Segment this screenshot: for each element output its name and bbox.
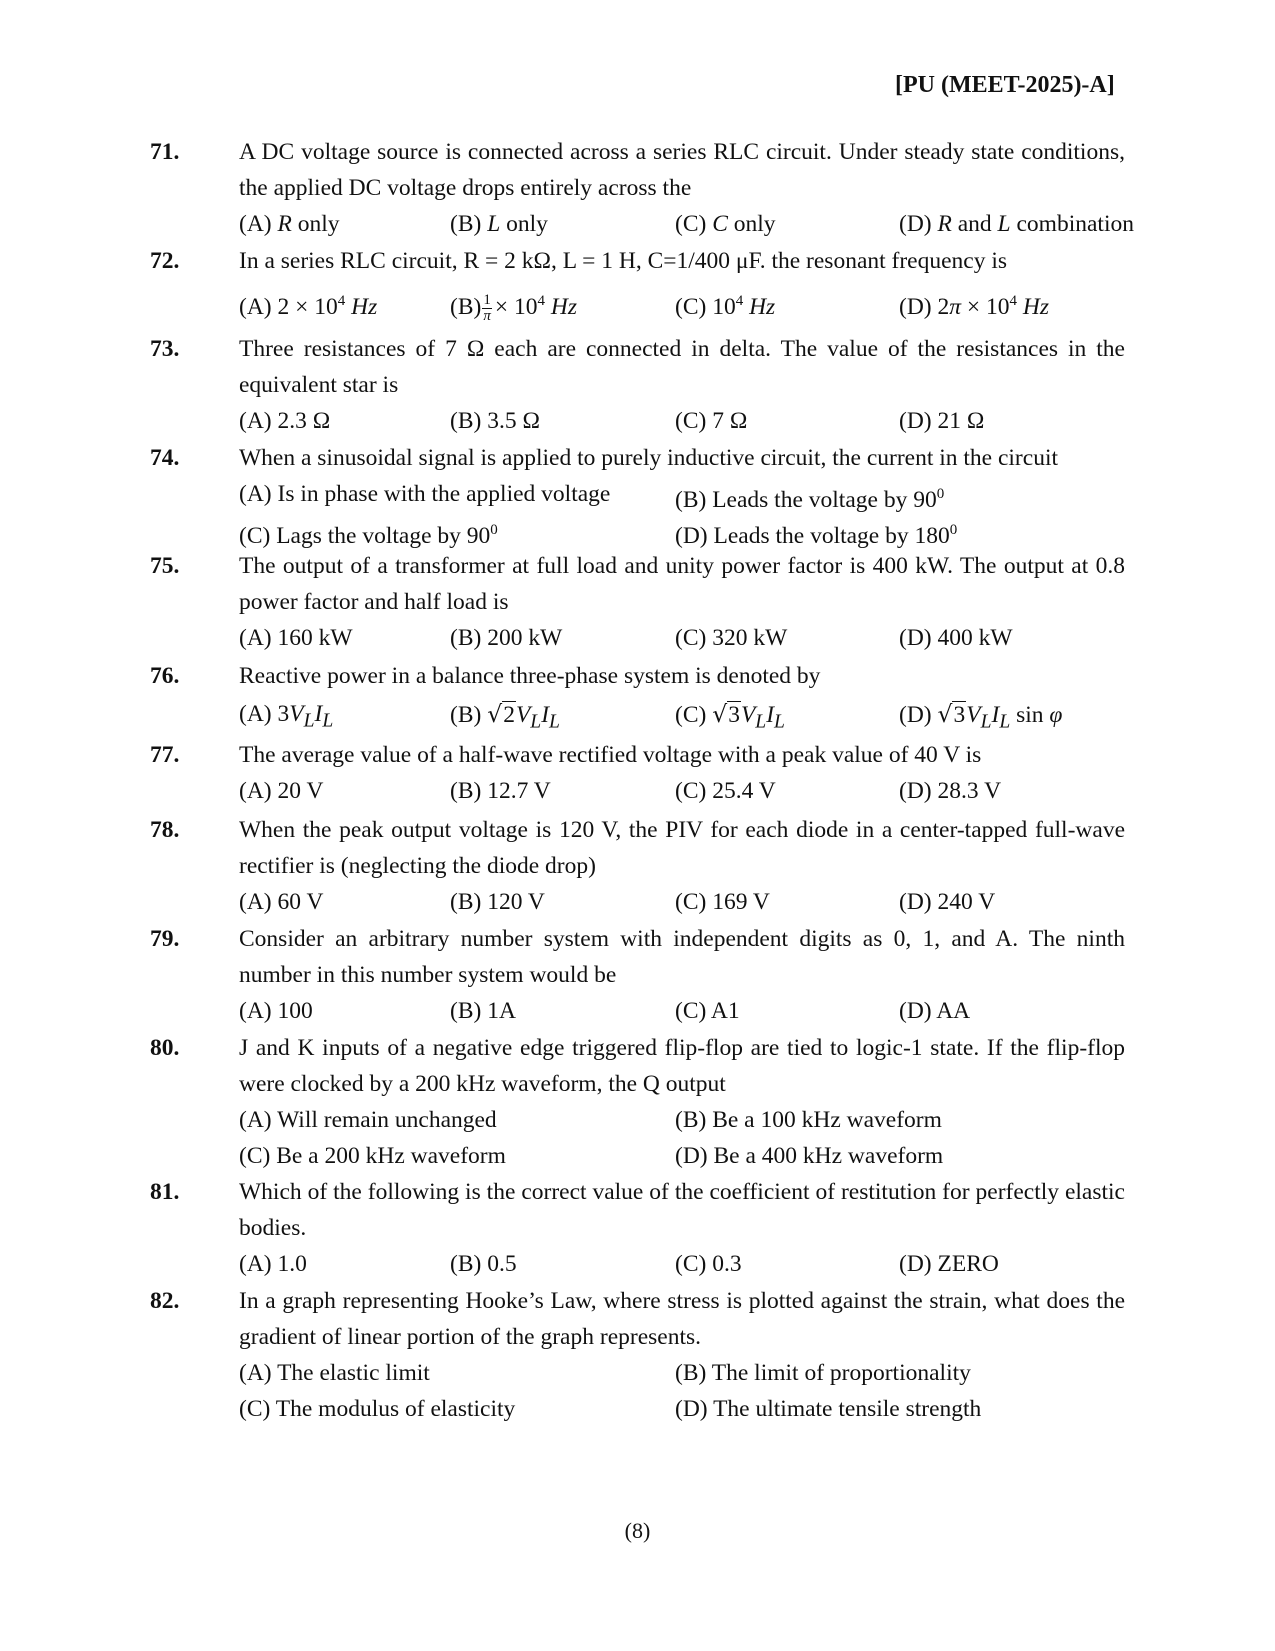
question-text: The output of a transformer at full load and unity power factor is 400 kW. The output at 0.8 power factor and half load is	[239, 553, 1125, 615]
option-b: (B) $√2V_LI_L$	[450, 700, 560, 733]
option-a: (A) 100	[239, 998, 313, 1024]
option-d: (D) AA	[899, 998, 971, 1024]
fraction-one-over-pi: $\frac{1}{\pi}$	[483, 292, 491, 325]
option-d: (D) 240 V	[899, 889, 996, 915]
option-d: (D) Leads the voltage by $180^0$	[675, 522, 958, 549]
option-a: (A) 1.0	[239, 1251, 307, 1277]
paper-code: [PU (MEET-2025)-A]	[895, 72, 1115, 98]
question-text: The average value of a half-wave rectified voltage with a peak value of 40 V is	[239, 742, 982, 768]
option-d: (D) $2\pi \times 10^4$ Hz	[899, 293, 1050, 320]
option-d: (D) 400 kW	[899, 625, 1013, 651]
option-a: (A) The elastic limit	[239, 1360, 430, 1386]
option-b: (B) 12.7 V	[450, 778, 551, 804]
option-d: (D) 21 Ω	[899, 408, 985, 434]
question-number: 78.	[150, 817, 180, 843]
option-a: (A) $2 \times 10^4$ Hz	[239, 293, 378, 320]
option-c: (C) 169 V	[675, 889, 770, 915]
question-number: 74.	[150, 445, 180, 471]
option-d: (D) R and L combination	[899, 211, 1134, 237]
option-c: (C) 320 kW	[675, 625, 788, 651]
option-d: (D) 28.3 V	[899, 778, 1002, 804]
question-number: 81.	[150, 1179, 180, 1205]
option-b: (B) Leads the voltage by $90^0$	[675, 486, 945, 513]
page-number: (8)	[624, 1518, 651, 1543]
question-text: Consider an arbitrary number system with independent digits as 0, 1, and A. The ninth number in this number system would be	[239, 926, 1125, 988]
question-text: Three resistances of 7 Ω each are connected in delta. The value of the resistances in the equivalent star is	[239, 336, 1125, 398]
option-a: (A) Will remain unchanged	[239, 1107, 497, 1133]
option-a: (A) $3V_LI_L$	[239, 701, 334, 732]
option-c: (C) $10^4$ Hz	[675, 293, 776, 320]
option-b: (B) 3.5 Ω	[450, 408, 540, 434]
option-b: (B) 200 kW	[450, 625, 563, 651]
question-number: 77.	[150, 742, 180, 768]
option-a: (A) 2.3 Ω	[239, 408, 331, 434]
option-d: (D) The ultimate tensile strength	[675, 1396, 982, 1422]
option-c: (C) A1	[675, 998, 740, 1024]
option-d: (D) Be a 400 kHz waveform	[675, 1143, 944, 1169]
question-text: In a graph representing Hooke’s Law, where stress is plotted against the strain, what does the gradient of linear portion of the graph represents.	[239, 1288, 1125, 1350]
option-c: (C) Lags the voltage by $90^0$	[239, 522, 498, 549]
option-c: (C) 0.3	[675, 1251, 742, 1277]
option-b: (B) $\frac{1}{\pi}$ × $10^4$ Hz	[450, 292, 577, 325]
option-b: (B) The limit of proportionality	[675, 1360, 971, 1386]
question-text: In a series RLC circuit, R = 2 kΩ, L = 1 H, C=1/400 μF. the resonant frequency is	[239, 248, 1008, 274]
option-c: (C) 7 Ω	[675, 408, 748, 434]
option-a: (A) R only	[239, 211, 340, 237]
question-text: When the peak output voltage is 120 V, the PIV for each diode in a center-tapped full-wave rectifier is (neglecting the diode drop)	[239, 817, 1125, 879]
option-b: (B) 0.5	[450, 1251, 517, 1277]
option-d: (D) $√3V_LI_L$ sin φ	[899, 700, 1063, 733]
option-c: (C) The modulus of elasticity	[239, 1396, 516, 1422]
question-number: 73.	[150, 336, 180, 362]
question-number: 79.	[150, 926, 180, 952]
option-c: (C) C only	[675, 211, 776, 237]
question-text: J and K inputs of a negative edge triggered flip-flop are tied to logic-1 state. If the flip-flop were clocked by a 200 kHz waveform, the Q output	[239, 1035, 1125, 1097]
option-c: (C) Be a 200 kHz waveform	[239, 1143, 506, 1169]
option-a: (A) 60 V	[239, 889, 324, 915]
question-text: Which of the following is the correct value of the coefficient of restitution for perfectly elastic bodies.	[239, 1179, 1125, 1241]
question-number: 75.	[150, 553, 180, 579]
question-number: 76.	[150, 663, 180, 689]
option-a: (A) 160 kW	[239, 625, 353, 651]
question-text: Reactive power in a balance three-phase system is denoted by	[239, 663, 821, 689]
question-text: A DC voltage source is connected across a series RLC circuit. Under steady state conditions, the applied DC voltage drops entirely across the	[239, 139, 1125, 201]
option-b: (B) Be a 100 kHz waveform	[675, 1107, 942, 1133]
option-b: (B) L only	[450, 211, 548, 237]
question-number: 72.	[150, 248, 180, 274]
question-number: 71.	[150, 139, 180, 165]
option-c: (C) $√3V_LI_L$	[675, 700, 785, 733]
question-number: 80.	[150, 1035, 180, 1061]
question-text: When a sinusoidal signal is applied to purely inductive circuit, the current in the circuit	[239, 445, 1059, 471]
option-b: (B) 1A	[450, 998, 516, 1024]
question-number: 82.	[150, 1288, 180, 1314]
option-b: (B) 120 V	[450, 889, 545, 915]
option-d: (D) ZERO	[899, 1251, 999, 1277]
option-a: (A) Is in phase with the applied voltage	[239, 481, 611, 507]
option-a: (A) 20 V	[239, 778, 324, 804]
option-c: (C) 25.4 V	[675, 778, 776, 804]
